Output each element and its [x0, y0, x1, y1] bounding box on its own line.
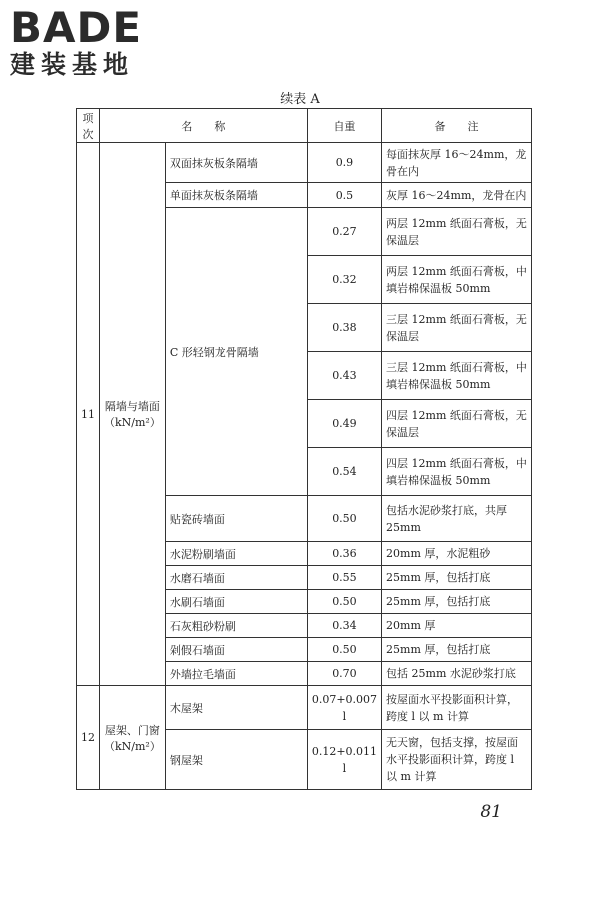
item-weight: 0.27 [307, 208, 381, 256]
item-name: 剁假石墙面 [165, 638, 307, 662]
item-weight: 0.50 [307, 496, 381, 542]
item-note: 25mm 厚，包括打底 [382, 638, 532, 662]
item-name: 外墙拉毛墙面 [165, 662, 307, 686]
logo-subtitle: 建装基地 [10, 50, 135, 79]
item-note: 四层 12mm 纸面石膏板，中填岩棉保温板 50mm [382, 448, 532, 496]
item-weight: 0.9 [307, 143, 381, 183]
item-weight: 0.50 [307, 590, 381, 614]
item-weight: 0.36 [307, 542, 381, 566]
item-note: 两层 12mm 纸面石膏板，无保温层 [382, 208, 532, 256]
logo-brand: BADE [10, 3, 143, 52]
item-name: 水磨石墙面 [165, 566, 307, 590]
item-note: 25mm 厚，包括打底 [382, 590, 532, 614]
item-weight: 0.70 [307, 662, 381, 686]
item-weight: 0.38 [307, 304, 381, 352]
item-name: 单面抹灰板条隔墙 [165, 183, 307, 208]
item-weight: 0.54 [307, 448, 381, 496]
table-caption: 续表 A [280, 92, 320, 107]
item-weight: 0.07+0.007 l [307, 686, 381, 730]
item-note: 25mm 厚，包括打底 [382, 566, 532, 590]
header-row [77, 109, 532, 143]
item-weight: 0.50 [307, 638, 381, 662]
item-note: 每面抹灰厚 16～24mm，龙骨在内 [382, 143, 532, 183]
item-weight: 0.55 [307, 566, 381, 590]
category-cell: 隔墙与墙面（kN/m²） [100, 143, 166, 686]
bade-logo [10, 3, 180, 88]
item-note: 20mm 厚，水泥粗砂 [382, 542, 532, 566]
item-weight: 0.5 [307, 183, 381, 208]
item-name: 石灰粗砂粉刷 [165, 614, 307, 638]
page-number: 81 [480, 802, 502, 822]
item-name: 贴瓷砖墙面 [165, 496, 307, 542]
item-name: 木屋架 [165, 686, 307, 730]
item-note: 包括水泥砂浆打底，共厚 25mm [382, 496, 532, 542]
item-no: 11 [77, 143, 100, 686]
header-note: 备 注 [382, 109, 532, 143]
item-note: 按屋面水平投影面积计算，跨度 l 以 m 计算 [382, 686, 532, 730]
item-note: 包括 25mm 水泥砂浆打底 [382, 662, 532, 686]
category-cell: 屋架、门窗（kN/m²） [100, 686, 166, 790]
header-weight: 自重 [307, 109, 381, 143]
item-note: 无天窗，包括支撑，按屋面水平投影面积计算，跨度 l 以 m 计算 [382, 730, 532, 790]
header-no: 项次 [77, 109, 100, 143]
load-table [76, 108, 532, 790]
item-note: 三层 12mm 纸面石膏板，中填岩棉保温板 50mm [382, 352, 532, 400]
item-name: 水泥粉刷墙面 [165, 542, 307, 566]
item-name: 钢屋架 [165, 730, 307, 790]
header-name: 名 称 [100, 109, 308, 143]
item-name: C 形轻钢龙骨隔墙 [165, 208, 307, 496]
item-no: 12 [77, 686, 100, 790]
item-weight: 0.32 [307, 256, 381, 304]
item-weight: 0.12+0.011 l [307, 730, 381, 790]
item-name: 水刷石墙面 [165, 590, 307, 614]
table-row [77, 143, 532, 183]
item-note: 三层 12mm 纸面石膏板，无保温层 [382, 304, 532, 352]
item-note: 20mm 厚 [382, 614, 532, 638]
item-weight: 0.34 [307, 614, 381, 638]
table-row [77, 686, 532, 730]
item-weight: 0.49 [307, 400, 381, 448]
item-note: 四层 12mm 纸面石膏板，无保温层 [382, 400, 532, 448]
item-note: 两层 12mm 纸面石膏板，中填岩棉保温板 50mm [382, 256, 532, 304]
item-weight: 0.43 [307, 352, 381, 400]
item-name: 双面抹灰板条隔墙 [165, 143, 307, 183]
item-note: 灰厚 16～24mm，龙骨在内 [382, 183, 532, 208]
